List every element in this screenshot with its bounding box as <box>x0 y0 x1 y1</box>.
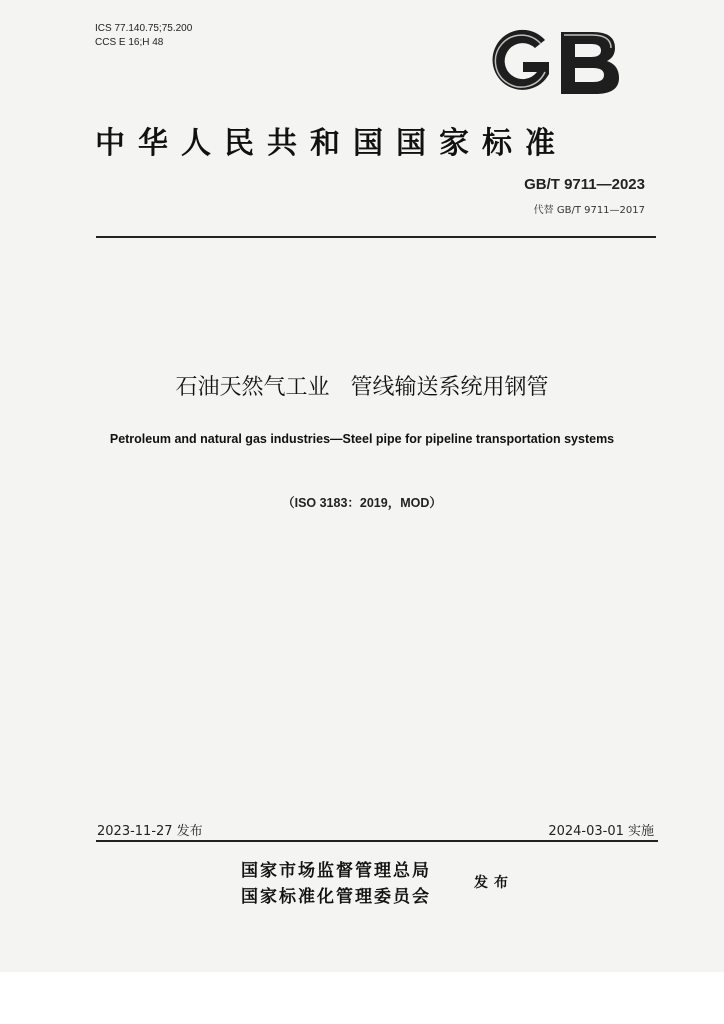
issue-date: 2023-11-27 发布 <box>97 824 203 839</box>
classification-codes <box>95 22 192 50</box>
ccs-code: CCS E 16;H 48 <box>95 37 164 48</box>
bottom-divider <box>96 840 658 842</box>
top-divider <box>96 236 656 238</box>
gb-logo <box>483 26 623 100</box>
document-title-chinese: 石油天然气工业 管线输送系统用钢管 <box>175 375 549 400</box>
ics-code: ICS 77.140.75;75.200 <box>95 23 193 34</box>
implementation-date: 2024-03-01 实施 <box>548 824 654 839</box>
issuer-samr: 国家市场监督管理总局 <box>241 861 431 881</box>
scan-margin <box>0 972 724 1024</box>
iso-adoption-note: （ISO 3183：2019，MOD） <box>282 496 442 510</box>
replaces-standard: 代替 GB/T 9711—2017 <box>533 205 645 216</box>
publish-label: 发布 <box>474 875 514 891</box>
standard-category-title: 中华人民共和国国家标准 <box>95 126 568 161</box>
document-title-english: Petroleum and natural gas industries—Steel pipe for pipeline transportation systems <box>109 432 615 446</box>
issuer-sac: 国家标准化管理委员会 <box>241 887 431 907</box>
issuing-authorities <box>241 858 431 910</box>
standard-number: GB/T 9711—2023 <box>524 176 645 193</box>
